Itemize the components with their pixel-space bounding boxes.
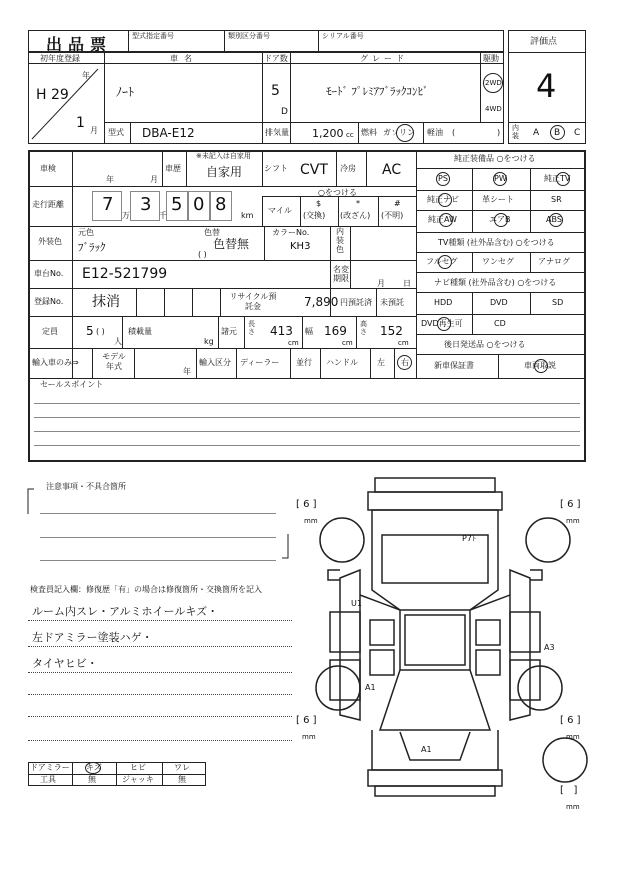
model-year-label: モデル年式 [102,352,126,371]
mileage-exchange: (交換) [303,211,326,220]
capacity-paren: ( ) [96,327,105,336]
note-line-1: ルーム内スレ・アルミホイールキズ・ [32,605,219,618]
score-label: 評価点 [530,37,558,47]
tv-oneseg: ワンセグ [482,257,514,266]
designation-label: 型式指定番号 [132,32,174,40]
equip-sr: SR [551,195,562,204]
category-label: 類別区分番号 [228,32,270,40]
navi-dvd: DVD [490,298,508,307]
import-type-label: 輸入区分 [199,358,231,367]
grade-value: ﾓｰﾄﾞ ﾌﾟﾚﾐｱﾌﾞﾗｯｸｺﾝﾋﾞ [326,85,429,98]
handle-right-circle [397,355,412,370]
length-unit: cm [288,339,299,347]
tv-title: TV種類 (社外品含む) ○をつける [438,238,555,247]
equip-abs: ABS [546,215,562,224]
import-dealer: ディーラー [240,358,280,367]
navi-dvd-play: DVD再生可 [421,319,463,328]
width-unit: cm [342,339,353,347]
name-change-day: 日 [403,279,411,288]
note-line-3: タイヤヒビ・ [32,657,98,670]
import-label: 輸入車のみ⇒ [32,358,79,367]
model-value: DBA-E12 [142,126,195,140]
shift-label: シフト [264,164,288,173]
registration-value: 抹消 [92,294,120,310]
width-label: 幅 [305,327,313,336]
page-title: 出品票 [46,35,113,54]
fuel-paren-open: ( [452,128,456,137]
mileage-unknown: (不明) [381,211,404,220]
interior-color-label: 内装色 [336,227,344,254]
name-change-month: 月 [377,279,385,288]
load-label: 積載量 [128,327,152,336]
mark-a1-rear: A1 [421,745,432,754]
mileage-digit-5: 8 [215,194,227,215]
inspection-label: 車検 [40,164,56,173]
mark-a3: A3 [544,643,555,652]
car-name: ﾉｰﾄ [116,85,135,99]
footer-tools: 工具 [40,775,56,784]
model-label: 型式 [108,128,124,137]
footer-jack: ジャッキ [122,775,154,784]
inspection-month-unit: 月 [150,175,158,184]
registration-label: 登録No. [34,297,64,306]
color-original-label: 元色 [78,228,94,237]
displacement-unit: cc [346,131,354,139]
capacity-value: 5 [86,324,94,338]
tire-depth-rl-unit: mm [302,733,316,741]
handle-left: 左 [377,358,385,367]
color-label: 外装色 [38,237,62,246]
mileage-tampered: (改ざん) [340,211,371,220]
mileage-digit-1: 7 [102,194,114,215]
history-label: 車歴 [165,164,181,173]
tire-depth-rr-unit: mm [566,733,580,741]
tire-depth-fr: [ 6 ] [560,499,581,510]
color-no-label: カラーNo. [272,228,310,237]
inspector-label: 検査員記入欄：修復歴「有」の場合は修復箇所・交換箇所を記入 [30,585,262,594]
height-unit: cm [398,339,409,347]
ac-value: AC [382,162,402,178]
height-value: 152 [380,324,403,338]
fuel-label: 燃料 [361,128,377,137]
reg-month: 1 [76,115,85,131]
equip-pw: PW [494,174,507,183]
drive-2wd: 2WD [485,79,502,87]
mileage-digit-3: 5 [171,194,183,215]
equip-ps: PS [438,174,448,183]
footer-scratch: キズ [86,763,102,772]
tv-fullseg: フルセグ [426,257,458,266]
history-value: 自家用 [206,165,243,179]
mileage-digit-2: 3 [140,194,152,215]
equip-genuine-aw: 純正AW [428,215,457,224]
handle-label: ハンドル [326,358,358,367]
tv-analog: アナログ [538,257,570,266]
name-change-label: 名変期限 [333,265,349,284]
recycle-label: リサイクル預託金 [229,292,277,311]
recycle-value: 7,890 [304,295,339,309]
load-unit: kg [204,337,214,346]
navi-title: ナビ種類 (社外品含む) ○をつける [434,278,557,287]
footer-tools-value: 無 [88,775,96,784]
mark-u1: U1 [351,599,362,608]
displacement-value: 1,200 [312,127,344,140]
width-value: 169 [324,324,347,338]
fuel-diesel: 軽油 [427,128,443,137]
handle-right: 右 [401,358,409,367]
footer-mirror: ドアミラー [30,763,70,772]
fuel-gasoline: ガソリン [383,128,415,137]
navi-cd: CD [494,319,506,328]
navi-hdd: HDD [434,298,453,307]
length-label: 長さ [248,320,255,336]
note-line-2: 左ドアミラー塗装ハゲ・ [32,631,153,644]
mileage-mark-note: ○をつける [318,188,357,197]
later-title: 後日発送品 ○をつける [444,340,526,349]
score-value: 4 [536,67,557,105]
interior-label: 内装 [512,124,519,140]
color-paren: ( ) [198,250,207,259]
tire-depth-rr: [ 6 ] [560,715,581,726]
mileage-digit-4: 0 [193,194,205,215]
reg-month-unit: 月 [90,126,98,135]
footer-crack: ヒビ [130,763,146,772]
mileage-label: 走行距離 [32,200,64,209]
drive-label: 駆動 [483,54,499,63]
inspection-year-unit: 年 [106,175,114,184]
drive-4wd: 4WD [485,105,502,113]
tire-depth-fr-unit: mm [566,517,580,525]
car-diagram [300,470,610,830]
mileage-tampered-sym: * [356,199,360,208]
history-note: ※未記入は自家用 [196,152,251,160]
footer-break: ワレ [174,763,190,772]
mileage-man: 万 [122,211,130,220]
footer-jack-value: 無 [178,775,186,784]
recycle-unpaid: 未預託 [380,298,404,307]
equip-leather: 革シート [482,195,514,204]
mark-a1-left: A1 [365,683,376,692]
spare-depth: [ ] [560,785,578,796]
tire-depth-fl: [ 6 ] [296,499,317,510]
grade-label: グレード [360,54,408,63]
door-label: ドア数 [264,54,288,63]
serial-label: シリアル番号 [322,32,364,40]
fuel-paren-close: ) [497,128,501,137]
sales-points-label: セールスポイント [40,380,104,389]
color-change: 色替無 [213,237,250,251]
mileage-km: km [241,211,254,220]
color-change-label: 色替 [204,228,220,237]
model-year-unit: 年 [183,367,191,376]
dims-label: 諸元 [221,327,237,336]
door-count: 5 [271,83,280,99]
first-reg-label: 初年度登録 [40,54,80,63]
height-label: 高さ [360,320,367,336]
door-type: D [281,107,288,117]
chassis-label: 車台No. [34,269,64,278]
color-original: ﾌﾞﾗｯｸ [78,241,106,254]
navi-sd: SD [552,298,564,307]
shift-value: CVT [300,162,328,178]
interior-grade-c: C [574,128,581,138]
length-value: 413 [270,324,293,338]
import-parallel: 並行 [296,358,312,367]
spare-depth-unit: mm [566,803,580,811]
color-no: KH3 [290,241,311,252]
interior-grade-a: A [533,128,540,138]
equip-genuine-tv: 純正TV [544,174,571,183]
capacity-label: 定員 [42,327,58,336]
caution-bracket [26,486,296,566]
ac-label: 冷房 [340,164,356,173]
fuel-gasoline-circle [396,124,414,142]
caution-label: 注意事項・不具合箇所 [46,482,126,491]
mark-p7: P7ﾄ [462,534,476,543]
mileage-mile: マイル [268,206,292,215]
mileage-sen: 千 [159,211,167,220]
tire-depth-rl: [ 6 ] [296,715,317,726]
chassis-value: E12-521799 [82,266,168,282]
mileage-unknown-sym: # [394,199,401,208]
later-manual: 車両取説 [524,361,556,370]
recycle-unit: 円預託済 [340,298,372,307]
mileage-exchange-sym: $ [316,199,322,208]
car-name-label: 車名 [170,54,198,63]
tire-depth-fl-unit: mm [304,517,318,525]
interior-grade-b: B [554,128,561,138]
later-warranty: 新車保証書 [434,361,474,370]
equip-genuine-navi: 純正ナビ [427,195,459,204]
interior-selected-circle [550,125,565,140]
equip-airbag: エアB [489,215,511,224]
reg-era: H 29 [36,87,69,103]
capacity-unit: 人 [114,337,122,346]
displacement-label: 排気量 [265,128,289,137]
reg-year-unit: 年 [82,71,90,80]
genuine-title: 純正装備品 ○をつける [454,154,536,163]
